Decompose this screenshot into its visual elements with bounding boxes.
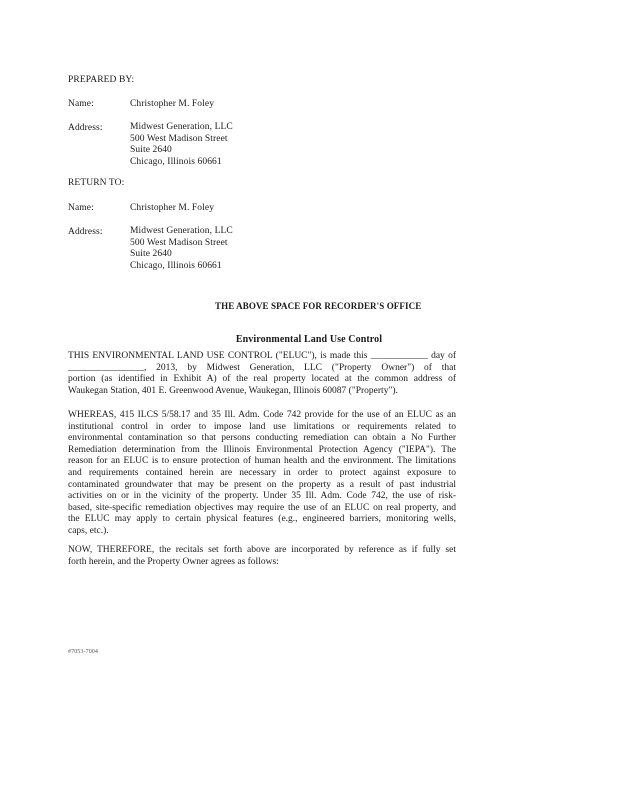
paragraph-line: caps, etc.). (68, 525, 109, 536)
return-to-name-label: Name: (68, 203, 94, 213)
prepared-by-heading: PREPARED BY: (68, 75, 135, 85)
return-to-name-value: Christopher M. Foley (130, 203, 215, 213)
paragraph-line: and requirements contained herein are necessary in order to protect against exposure to (68, 467, 456, 478)
paragraph-line: NOW, THEREFORE, the recitals set forth above are incorporated by reference as if fully set (68, 545, 456, 555)
paragraph-line: ________________, 2013, by Midwest Generation, LLC ("Property Owner") of that (68, 362, 456, 373)
address-line: Chicago, Illinois 60661 (130, 260, 222, 271)
paragraph-line: portion (as identified in Exhibit A) of the real property located at the common address of (68, 374, 456, 385)
paragraph-line: THIS ENVIRONMENTAL LAND USE CONTROL ("ELUC"), is made this ____________ day of (68, 351, 456, 361)
paragraph-line: WHEREAS, 415 ILCS 5/58.17 and 35 Ill. Adm. Code 742 provide for the use of an ELUC as an (68, 410, 456, 420)
return-to-heading: RETURN TO: (68, 178, 125, 188)
paragraph-eluc-intro (68, 351, 456, 397)
paragraph-line: reason for an ELUC is to ensure protection of human health and the environment. The limitations (68, 456, 456, 467)
footer-document-code: #7053-7004 (68, 649, 98, 655)
prepared-by-name-label: Name: (68, 99, 94, 109)
paragraph-line: forth herein, and the Property Owner agrees as follows: (68, 556, 279, 567)
address-line: 500 West Madison Street (130, 133, 228, 144)
prepared-by-address-block (130, 122, 233, 168)
address-line: Suite 2640 (130, 249, 172, 259)
return-to-address-block (130, 226, 233, 272)
prepared-by-address-label: Address: (68, 123, 103, 133)
address-line: Chicago, Illinois 60661 (130, 156, 222, 167)
recorder-space-notice: THE ABOVE SPACE FOR RECORDER'S OFFICE (215, 301, 422, 311)
paragraph-now-therefore (68, 545, 456, 568)
document-title: Environmental Land Use Control (235, 334, 383, 345)
return-to-address-label: Address: (68, 227, 103, 237)
prepared-by-name-value: Christopher M. Foley (130, 99, 215, 109)
paragraph-line: Remediation determination from the Illinois Environmental Protection Agency ("IEPA"). The (68, 444, 456, 455)
paragraph-line: activities on or in the vicinity of the property. Under 35 Ill. Adm. Code 742, the use of risk- (68, 491, 456, 502)
paragraph-line: the ELUC may apply to certain physical features (e.g., engineered barriers, monitoring wells, (68, 514, 456, 525)
address-line: Midwest Generation, LLC (130, 122, 233, 132)
paragraph-line: contaminated groundwater that may be present on the property as a result of past industrial (68, 479, 456, 490)
address-line: 500 West Madison Street (130, 237, 228, 248)
address-line: Suite 2640 (130, 145, 172, 155)
paragraph-line: environmental contamination so that persons conducting remediation can obtain a No Further (68, 433, 456, 444)
paragraph-line: institutional control in order to impose land use limitations or requirements related to (68, 421, 456, 432)
address-line: Midwest Generation, LLC (130, 226, 233, 236)
paragraph-whereas (68, 410, 456, 538)
paragraph-line: Waukegan Station, 401 E. Greenwood Avenue, Waukegan, Illinois 60087 ("Property"). (68, 385, 398, 396)
paragraph-line: based, site-specific remediation objectives may require the use of an ELUC on real property, and (68, 502, 456, 513)
